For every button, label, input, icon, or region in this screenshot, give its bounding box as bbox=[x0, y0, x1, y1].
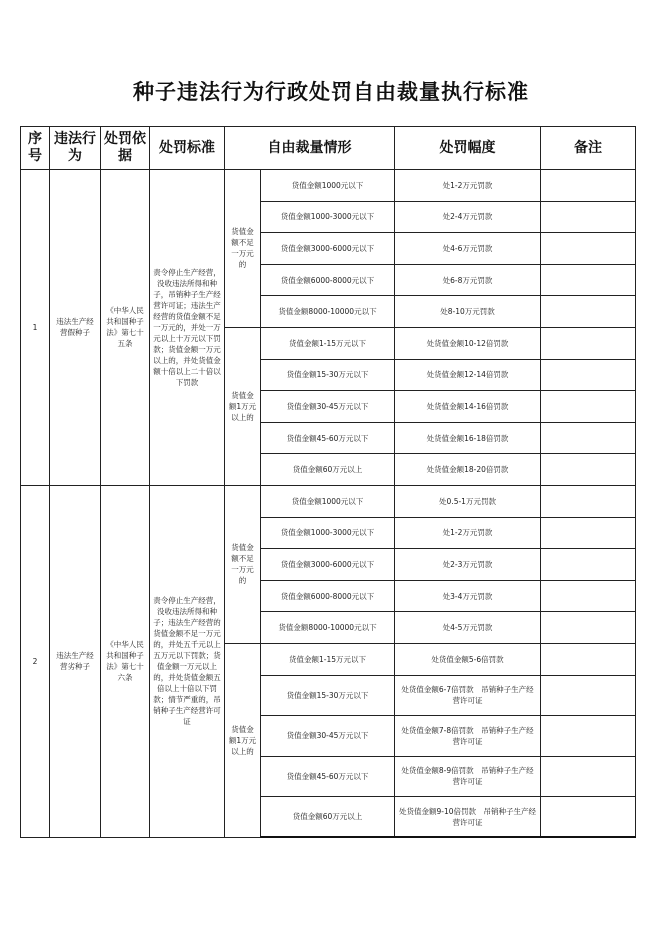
penalty-range: 处货值金额14-16倍罚款 bbox=[395, 391, 541, 423]
penalty-standard: 责令停止生产经营，没收违法所得和种子，吊销种子生产经营许可证；违法生产经营的货值金额不足一万元的，并处一万元以上十万元以下罚款；货值金额一万元以上的，并处货值金额十倍以上二十倍以下罚款 bbox=[150, 170, 225, 486]
penalty-basis: 《中华人民共和国种子法》第七十六条 bbox=[101, 485, 150, 837]
remark-cell bbox=[541, 797, 636, 838]
discretion-situation: 货值金额不足一万元的 bbox=[225, 485, 261, 643]
value-condition: 货值金额1-15万元以下 bbox=[261, 643, 395, 675]
header-row bbox=[21, 127, 636, 170]
penalty-range: 处8-10万元罚款 bbox=[395, 296, 541, 328]
remark-cell bbox=[541, 391, 636, 423]
value-condition: 货值金额60万元以上 bbox=[261, 797, 395, 838]
table-row bbox=[21, 485, 636, 517]
remark-cell bbox=[541, 549, 636, 581]
penalty-range: 处货值金额10-12倍罚款 bbox=[395, 327, 541, 359]
page-title: 种子违法行为行政处罚自由裁量执行标准 bbox=[133, 80, 529, 104]
value-condition: 货值金额30-45万元以下 bbox=[261, 391, 395, 423]
penalty-range: 处3-4万元罚款 bbox=[395, 580, 541, 612]
penalty-range: 处货值金额12-14倍罚款 bbox=[395, 359, 541, 391]
remark-cell bbox=[541, 454, 636, 486]
value-condition: 货值金额1-15万元以下 bbox=[261, 327, 395, 359]
penalty-range: 处4-5万元罚款 bbox=[395, 612, 541, 644]
header-situation: 自由裁量情形 bbox=[225, 127, 395, 170]
remark-cell bbox=[541, 170, 636, 202]
remark-cell bbox=[541, 296, 636, 328]
penalty-range: 处货值金额16-18倍罚款 bbox=[395, 422, 541, 454]
value-condition: 货值金额45-60万元以下 bbox=[261, 756, 395, 797]
remark-cell bbox=[541, 580, 636, 612]
header-act: 违法行为 bbox=[50, 127, 101, 170]
penalty-range: 处1-2万元罚款 bbox=[395, 517, 541, 549]
remark-cell bbox=[541, 675, 636, 716]
remark-cell bbox=[541, 612, 636, 644]
penalty-range: 处货值金额8-9倍罚款 吊销种子生产经营许可证 bbox=[395, 756, 541, 797]
section-seq: 1 bbox=[21, 170, 50, 486]
value-condition: 货值金额1000元以下 bbox=[261, 170, 395, 202]
value-condition: 货值金额1000元以下 bbox=[261, 485, 395, 517]
penalty-standard: 责令停止生产经营，没收违法所得和种子；违法生产经营的货值金额不足一万元的，并处五千元以上五万元以下罚款；货值金额一万元以上的，并处货值金额五倍以上十倍以下罚款；情节严重的，吊销种子生产经营许可证 bbox=[150, 485, 225, 837]
penalty-range: 处货值金额18-20倍罚款 bbox=[395, 454, 541, 486]
remark-cell bbox=[541, 517, 636, 549]
remark-cell bbox=[541, 359, 636, 391]
value-condition: 货值金额6000-8000元以下 bbox=[261, 580, 395, 612]
remark-cell bbox=[541, 643, 636, 675]
penalty-table bbox=[20, 126, 636, 838]
penalty-basis: 《中华人民共和国种子法》第七十五条 bbox=[101, 170, 150, 486]
penalty-range: 处1-2万元罚款 bbox=[395, 170, 541, 202]
remark-cell bbox=[541, 485, 636, 517]
remark-cell bbox=[541, 264, 636, 296]
discretion-situation: 货值金额不足一万元的 bbox=[225, 170, 261, 328]
discretion-situation: 货值金额1万元以上的 bbox=[225, 327, 261, 485]
penalty-range: 处2-4万元罚款 bbox=[395, 201, 541, 233]
remark-cell bbox=[541, 716, 636, 757]
value-condition: 货值金额6000-8000元以下 bbox=[261, 264, 395, 296]
header-range: 处罚幅度 bbox=[395, 127, 541, 170]
value-condition: 货值金额30-45万元以下 bbox=[261, 716, 395, 757]
penalty-range: 处0.5-1万元罚款 bbox=[395, 485, 541, 517]
header-basis: 处罚依据 bbox=[101, 127, 150, 170]
value-condition: 货值金额1000-3000元以下 bbox=[261, 201, 395, 233]
penalty-range: 处货值金额9-10倍罚款 吊销种子生产经营许可证 bbox=[395, 797, 541, 838]
value-condition: 货值金额15-30万元以下 bbox=[261, 675, 395, 716]
header-standard: 处罚标准 bbox=[150, 127, 225, 170]
value-condition: 货值金额8000-10000元以下 bbox=[261, 296, 395, 328]
penalty-range: 处4-6万元罚款 bbox=[395, 233, 541, 265]
penalty-range: 处货值金额5-6倍罚款 bbox=[395, 643, 541, 675]
remark-cell bbox=[541, 201, 636, 233]
penalty-range: 处货值金额6-7倍罚款 吊销种子生产经营许可证 bbox=[395, 675, 541, 716]
remark-cell bbox=[541, 756, 636, 797]
value-condition: 货值金额60万元以上 bbox=[261, 454, 395, 486]
violation-act: 违法生产经营劣种子 bbox=[50, 485, 101, 837]
value-condition: 货值金额8000-10000元以下 bbox=[261, 612, 395, 644]
remark-cell bbox=[541, 327, 636, 359]
value-condition: 货值金额45-60万元以下 bbox=[261, 422, 395, 454]
value-condition: 货值金额1000-3000元以下 bbox=[261, 517, 395, 549]
section-seq: 2 bbox=[21, 485, 50, 837]
value-condition: 货值金额3000-6000元以下 bbox=[261, 233, 395, 265]
penalty-range: 处6-8万元罚款 bbox=[395, 264, 541, 296]
remark-cell bbox=[541, 422, 636, 454]
discretion-situation: 货值金额1万元以上的 bbox=[225, 643, 261, 837]
penalty-range: 处2-3万元罚款 bbox=[395, 549, 541, 581]
value-condition: 货值金额15-30万元以下 bbox=[261, 359, 395, 391]
value-condition: 货值金额3000-6000元以下 bbox=[261, 549, 395, 581]
table-row bbox=[21, 170, 636, 202]
penalty-range: 处货值金额7-8倍罚款 吊销种子生产经营许可证 bbox=[395, 716, 541, 757]
remark-cell bbox=[541, 233, 636, 265]
header-remark: 备注 bbox=[541, 127, 636, 170]
violation-act: 违法生产经营假种子 bbox=[50, 170, 101, 486]
header-seq: 序号 bbox=[21, 127, 50, 170]
